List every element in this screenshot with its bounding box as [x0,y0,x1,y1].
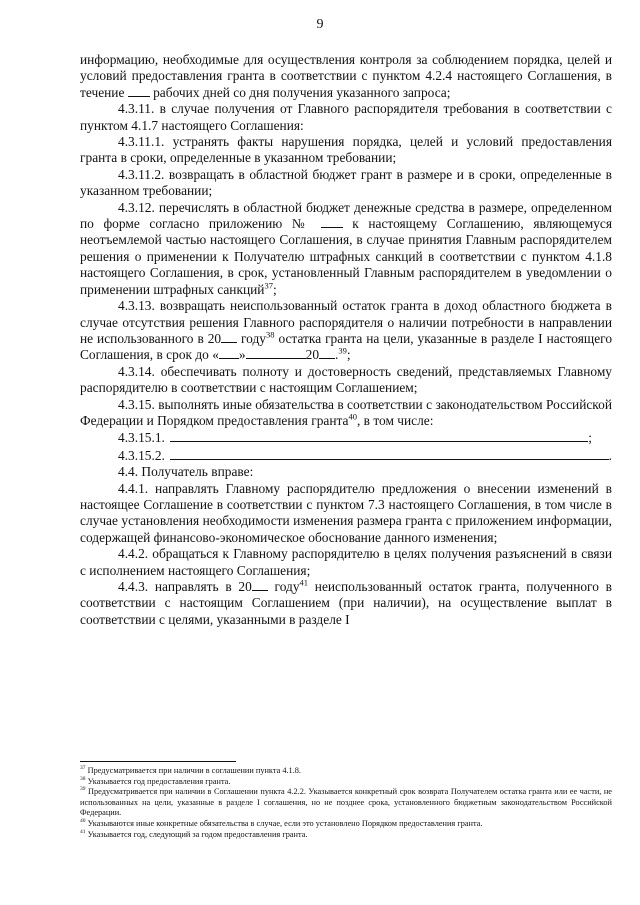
blank-days [128,85,150,97]
paragraph-4-4-3: 4.4.3. направлять в 20 году$^{41}$ неиспользованный остаток гранта, полученного в соответствии с настоящим Соглашением (при наличии), на осуществление выплат в соответствии с целями, указанными в разделе I [80,577,612,627]
paragraph-4-4: 4.4. Получатель вправе: [118,464,254,480]
footnote-ref-41: 41 [299,577,309,588]
fill-line [170,447,608,460]
footnote-38: $^{38}$ Указывается год предоставления гранта. [80,775,231,786]
paragraph-4-3-15: 4.3.15. выполнять иные обязательства в соответствии с законодательством Российской Федерации и Порядком предоставления гранта$^{40}$, в том числе: [80,396,612,428]
footnote-41: $^{41}$ Указывается год, следующий за годом предоставления гранта. [80,828,308,839]
footnote-ref-40: 40 [348,411,357,422]
footnote-separator [80,761,236,762]
blank-year [221,331,237,343]
paragraph-4-3-14: 4.3.14. обеспечивать полноту и достоверность сведений, представляемых Главному распорядителю в соответствии с настоящим Соглашением; [80,363,612,396]
paragraph-4-4-2: 4.4.2. обращаться к Главному распорядителю в целях получения разъяснений в связи с исполнением настоящего Соглашения; [80,546,612,578]
paragraph-4-4-1: 4.4.1. направлять Главному распорядителю предложения о внесении изменений в настоящее Соглашение в соответствии с пунктом 7.3 настоящего Соглашения, в том числе в случае установления необходимости изменения размера гранта с приложением информации, содержащей финансово-экономическое обоснование данного изменения; [80,480,612,545]
paragraph-4-3-10-continuation: информацию, необходимые для осуществления контроля за соблюдением порядка, целей и условий предоставления гранта в соответствии с пунктом 4.2.4 настоящего Соглашения, в течение рабочих дней со дня получения указанного запроса; [80,52,612,100]
blank-year-short [319,347,335,359]
page-number: 9 [316,17,324,32]
footnote-37: $^{37}$ Предусматривается при наличии в соглашении пункта 4.1.8. [80,765,301,775]
footnotes [80,766,612,840]
footnote-40: $^{40}$ Указываются иные конкретные обязательства в случае, если это установлено Порядком предоставления гранта. [80,818,483,828]
blank-year [252,579,268,591]
paragraph-4-3-15-1: 4.3.15.1. ; [118,430,592,446]
document-body [80,52,612,628]
blank-month [246,347,306,359]
paragraph-4-3-12: 4.3.12. перечислять в областной бюджет денежные средства в размере, определенном по форме согласно приложению № к настоящему Соглашению, являющемуся неотъемлемой частью настоящего Соглашения, в случае принятия Главным распорядителем решения о применении к Получателю штрафных санкций в соответствии с пунктом 4.1.8 настоящего Соглашения, в срок, установленный Главным распорядителем в уведомлении о применении штрафных санкций$^{37}$; [80,199,613,297]
paragraph-4-3-15-2: 4.3.15.2. . [118,447,612,463]
footnote-39: $^{39}$ Предусматривается при наличии в Соглашении пункта 4.2.2. Указывается конкретный срок возврата Получателем остатка гранта или ее части, не использованных на цели, указанные в разделе I соглашения, но не позднее срока, установленного бюджетным законодательством Российской Федерации. [80,786,612,818]
footnote-ref-37: 37 [264,280,273,291]
blank-appendix-number [321,216,343,228]
blank-day [219,347,239,359]
footnote-ref-39: 39 [338,345,347,356]
fill-line [170,429,588,442]
paragraph-4-3-11-1: 4.3.11.1. устранять факты нарушения порядка, целей и условий предоставления гранта в сроки, определенные в указанном требовании; [80,134,612,166]
paragraph-4-3-11-2: 4.3.11.2. возвращать в областной бюджет грант в размере и в сроки, определенные в указанном требовании; [80,166,612,199]
footnote-ref-38: 38 [266,329,275,340]
paragraph-4-3-13: 4.3.13. возвращать неиспользованный остаток гранта в доход областного бюджета в случае отсутствия решения Главного распорядителя о наличии потребности в направлении не использованного в 20 году$^{38}$ остатка гранта на цели, указанные в разделе I настоящего Соглашения, в срок до « » 20 .$^{39}$; [80,298,613,363]
paragraph-4-3-11: 4.3.11. в случае получения от Главного распорядителя требования в соответствии с пунктом 4.1.7 настоящего Соглашения: [80,101,612,133]
